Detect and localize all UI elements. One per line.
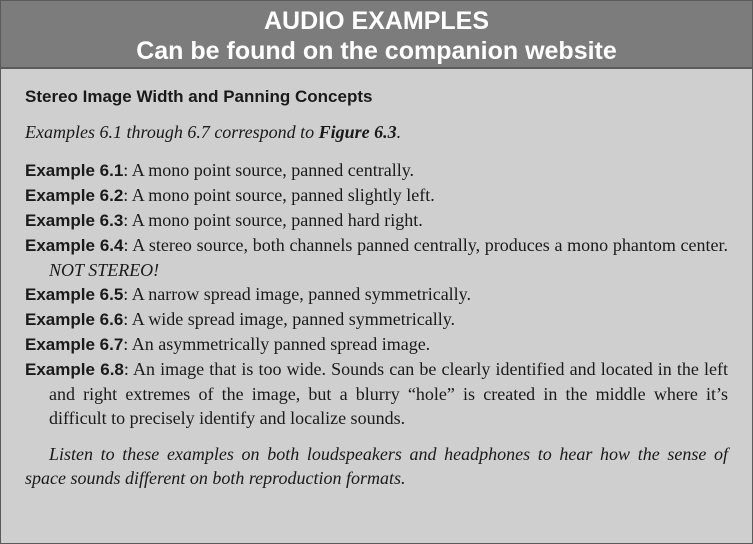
example-6-5: [25, 282, 728, 307]
example-6-4: [25, 233, 728, 282]
example-text: : A mono point source, panned centrally.: [123, 160, 415, 180]
figure-reference: Figure 6.3: [318, 122, 397, 142]
example-label: Example 6.1: [25, 161, 124, 180]
box-content: [1, 69, 752, 490]
listening-note: Listen to these examples on both loudspeakers and headphones to hear how the sense of space sounds different on both reproduction formats.: [25, 444, 728, 488]
box-header: [1, 1, 752, 69]
example-label: Example 6.3: [25, 211, 124, 230]
example-label: Example 6.8: [25, 360, 124, 379]
example-6-8: [25, 357, 728, 430]
example-6-1: [25, 158, 728, 183]
example-text: : A mono point source, panned hard right.: [123, 210, 423, 230]
header-subtitle: Can be found on the companion website: [136, 37, 617, 65]
examples-list: [25, 158, 728, 430]
header-title: AUDIO EXAMPLES: [263, 7, 490, 35]
example-note: NOT STEREO!: [49, 260, 160, 280]
example-text: : An image that is too wide. Sounds can be clearly identified and located in the left and right extremes of the image, but a blurry “hole” is created in the middle where it’s difficult to precisely identify and localize sounds.: [49, 359, 729, 428]
example-label: Example 6.2: [25, 186, 124, 205]
example-label: Example 6.4: [25, 236, 124, 255]
example-text: : A mono point source, panned slightly left.: [123, 185, 435, 205]
example-6-2: [25, 183, 728, 208]
example-label: Example 6.5: [25, 285, 124, 304]
example-6-3: [25, 208, 728, 233]
intro-text: [25, 120, 728, 144]
example-6-6: [25, 307, 728, 332]
section-title: Stereo Image Width and Panning Concepts: [25, 87, 373, 106]
example-label: Example 6.7: [25, 335, 124, 354]
intro-prefix: Examples 6.1 through 6.7 correspond to: [25, 122, 319, 142]
example-text: : An asymmetrically panned spread image.: [123, 334, 431, 354]
intro-suffix: .: [396, 122, 402, 142]
example-6-7: [25, 332, 728, 357]
example-label: Example 6.6: [25, 310, 124, 329]
example-text: : A wide spread image, panned symmetrically.: [123, 309, 456, 329]
example-text: : A narrow spread image, panned symmetrically.: [123, 284, 472, 304]
example-text: : A stereo source, both channels panned centrally, produces a mono phantom center.: [123, 235, 728, 255]
